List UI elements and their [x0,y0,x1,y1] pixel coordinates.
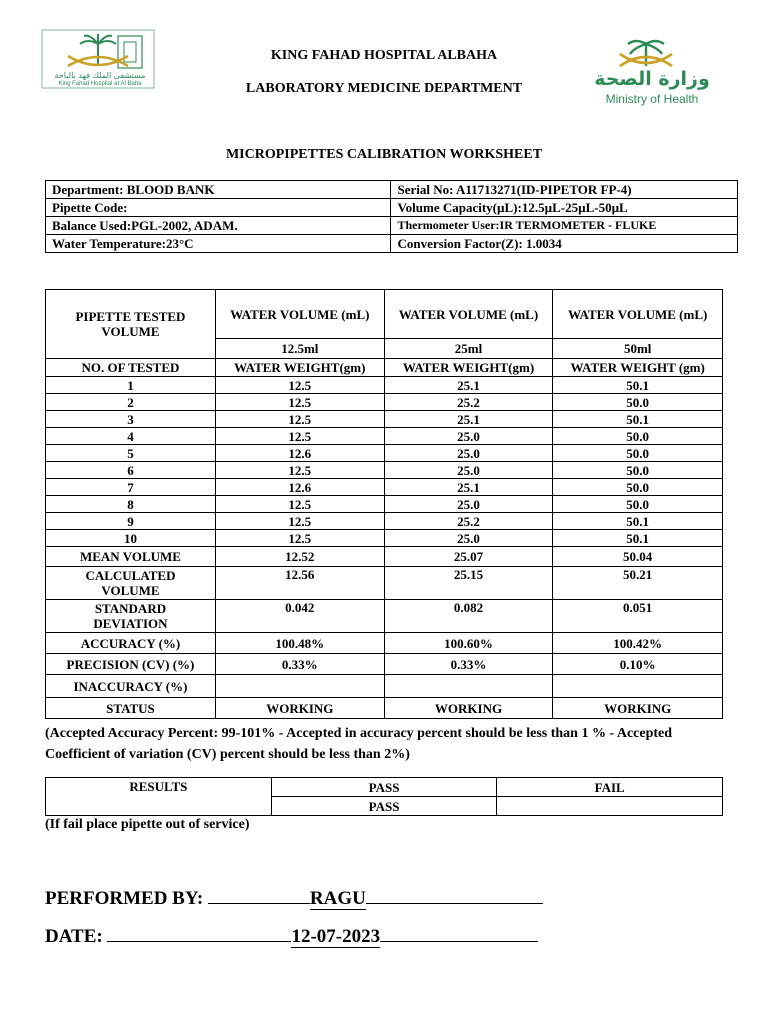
trial-number: 5 [46,445,216,462]
inaccuracy-value [553,675,723,698]
trial-weight: 25.2 [384,513,553,530]
fail-note: (If fail place pipette out of service) [45,817,250,832]
trial-weight: 12.5 [215,411,384,428]
calibration-table [45,289,723,719]
trial-weight: 12.5 [215,462,384,479]
status-label: STATUS [46,698,216,719]
trial-weight: 50.0 [553,445,723,462]
logo-left-arabic: مستشفى الملك فهد بالباحة [54,71,146,80]
trial-weight: 50.1 [553,530,723,547]
calculated-volume-label: CALCULATED VOLUME [46,567,216,600]
volume-25: 25ml [384,339,553,359]
status-value: WORKING [553,698,723,719]
trial-number: 9 [46,513,216,530]
water-temperature-cell: Water Temperature:23°C [46,235,391,253]
trial-row [46,530,723,547]
balance-used-cell: Balance Used:PGL-2002, ADAM. [46,217,391,235]
performed-by-label: PERFORMED BY: [45,888,204,909]
trial-number: 1 [46,377,216,394]
worksheet-title: MICROPIPETTES CALIBRATION WORKSHEET [225,147,543,162]
trial-weight: 50.1 [553,377,723,394]
logo-right-english: Ministry of Health [605,92,699,106]
trial-weight: 50.0 [553,479,723,496]
mean-volume-label: MEAN VOLUME [46,547,216,567]
trial-weight: 50.0 [553,428,723,445]
conversion-factor-cell: Conversion Factor(Z): 1.0034 [391,235,738,253]
status-value: WORKING [215,698,384,719]
water-volume-header-3: WATER VOLUME (mL) [553,290,723,339]
trial-weight: 12.5 [215,377,384,394]
trial-weight: 12.5 [215,513,384,530]
inaccuracy-value [215,675,384,698]
trial-weight: 25.1 [384,411,553,428]
mean-volume-value: 25.07 [384,547,553,567]
trial-weight: 50.0 [553,394,723,411]
fail-header: FAIL [497,778,723,797]
precision-label: PRECISION (CV) (%) [46,654,216,675]
results-label: RESULTS [46,778,272,816]
thermometer-cell: Thermometer User:IR TERMOMETER - FLUKE [391,217,738,235]
hospital-title: KING FAHAD HOSPITAL ALBAHA [270,48,498,63]
trial-row [46,428,723,445]
underline [366,886,543,904]
trial-weight: 12.6 [215,445,384,462]
trial-weight: 50.1 [553,513,723,530]
trial-row [46,479,723,496]
underline [208,886,310,904]
mean-volume-value: 12.52 [215,547,384,567]
trial-weight: 12.5 [215,394,384,411]
water-weight-header-1: WATER WEIGHT(gm) [215,359,384,377]
pipette-code-cell: Pipette Code: [46,199,391,217]
no-of-tested-header: NO. OF TESTED [46,359,216,377]
calculated-volume-value: 12.56 [215,567,384,600]
precision-value: 0.33% [215,654,384,675]
performed-by-value: RAGU [309,888,366,909]
trial-number: 10 [46,530,216,547]
trial-weight: 12.5 [215,530,384,547]
logo-left-english: King Fahad Hospital at Al Baha [58,81,142,87]
accuracy-value: 100.60% [384,633,553,654]
water-volume-header-1: WATER VOLUME (mL) [215,290,384,339]
water-weight-header-3: WATER WEIGHT (gm) [553,359,723,377]
trial-weight: 25.0 [384,530,553,547]
accuracy-value: 100.42% [553,633,723,654]
precision-value: 0.33% [384,654,553,675]
calculated-volume-value: 50.21 [553,567,723,600]
water-weight-header-2: WATER WEIGHT(gm) [384,359,553,377]
standard-deviation-value: 0.051 [553,600,723,633]
trial-row [46,377,723,394]
trial-number: 8 [46,496,216,513]
volume-12-5: 12.5ml [215,339,384,359]
underline [107,924,291,942]
trial-row [46,513,723,530]
inaccuracy-value [384,675,553,698]
trial-weight: 12.6 [215,479,384,496]
trial-number: 7 [46,479,216,496]
trial-rows [46,377,723,547]
standard-deviation-label: STANDARD DEVIATION [46,600,216,633]
trial-row [46,394,723,411]
trial-weight: 25.2 [384,394,553,411]
trial-weight: 25.0 [384,462,553,479]
trial-weight: 25.0 [384,428,553,445]
status-value: WORKING [384,698,553,719]
calculated-volume-value: 25.15 [384,567,553,600]
date-label: DATE: [45,926,103,947]
pipette-tested-volume-header: PIPETTE TESTED VOLUME [46,290,216,359]
standard-deviation-value: 0.082 [384,600,553,633]
acceptance-note: (Accepted Accuracy Percent: 99-101% - Accepted in accuracy percent should be less than 1 % - Accepted Coefficient of variation (CV) percent should be less than 2%) [45,726,673,762]
serial-no-cell: Serial No: A11713271(ID-PIPETOR FP-4) [391,181,738,199]
trial-weight: 50.0 [553,462,723,479]
pass-value: PASS [271,797,497,816]
inaccuracy-label: INACCURACY (%) [46,675,216,698]
trial-weight: 25.0 [384,496,553,513]
trial-weight: 12.5 [215,428,384,445]
volume-50: 50ml [553,339,723,359]
trial-number: 2 [46,394,216,411]
trial-weight: 12.5 [215,496,384,513]
accuracy-label: ACCURACY (%) [46,633,216,654]
volume-capacity-cell: Volume Capacity(µL):12.5µL-25µL-50µL [391,199,738,217]
department-cell: Department: BLOOD BANK [46,181,391,199]
water-volume-header-2: WATER VOLUME (mL) [384,290,553,339]
performed-by-line [45,886,543,910]
info-table [45,180,738,253]
trial-row [46,411,723,428]
trial-weight: 25.0 [384,445,553,462]
trial-number: 4 [46,428,216,445]
trial-row [46,462,723,479]
trial-weight: 50.0 [553,496,723,513]
accuracy-value: 100.48% [215,633,384,654]
results-table [45,777,723,816]
trial-number: 3 [46,411,216,428]
logo-right-arabic: وزارة الصحة [594,68,710,90]
pass-header: PASS [271,778,497,797]
date-line [45,924,538,948]
trial-number: 6 [46,462,216,479]
trial-row [46,445,723,462]
trial-weight: 25.1 [384,377,553,394]
underline [380,924,538,942]
precision-value: 0.10% [553,654,723,675]
fail-value [497,797,723,816]
trial-row [46,496,723,513]
department-title: LABORATORY MEDICINE DEPARTMENT [245,81,523,96]
date-value: 12-07-2023 [291,926,381,947]
standard-deviation-value: 0.042 [215,600,384,633]
trial-weight: 25.1 [384,479,553,496]
trial-weight: 50.1 [553,411,723,428]
mean-volume-value: 50.04 [553,547,723,567]
